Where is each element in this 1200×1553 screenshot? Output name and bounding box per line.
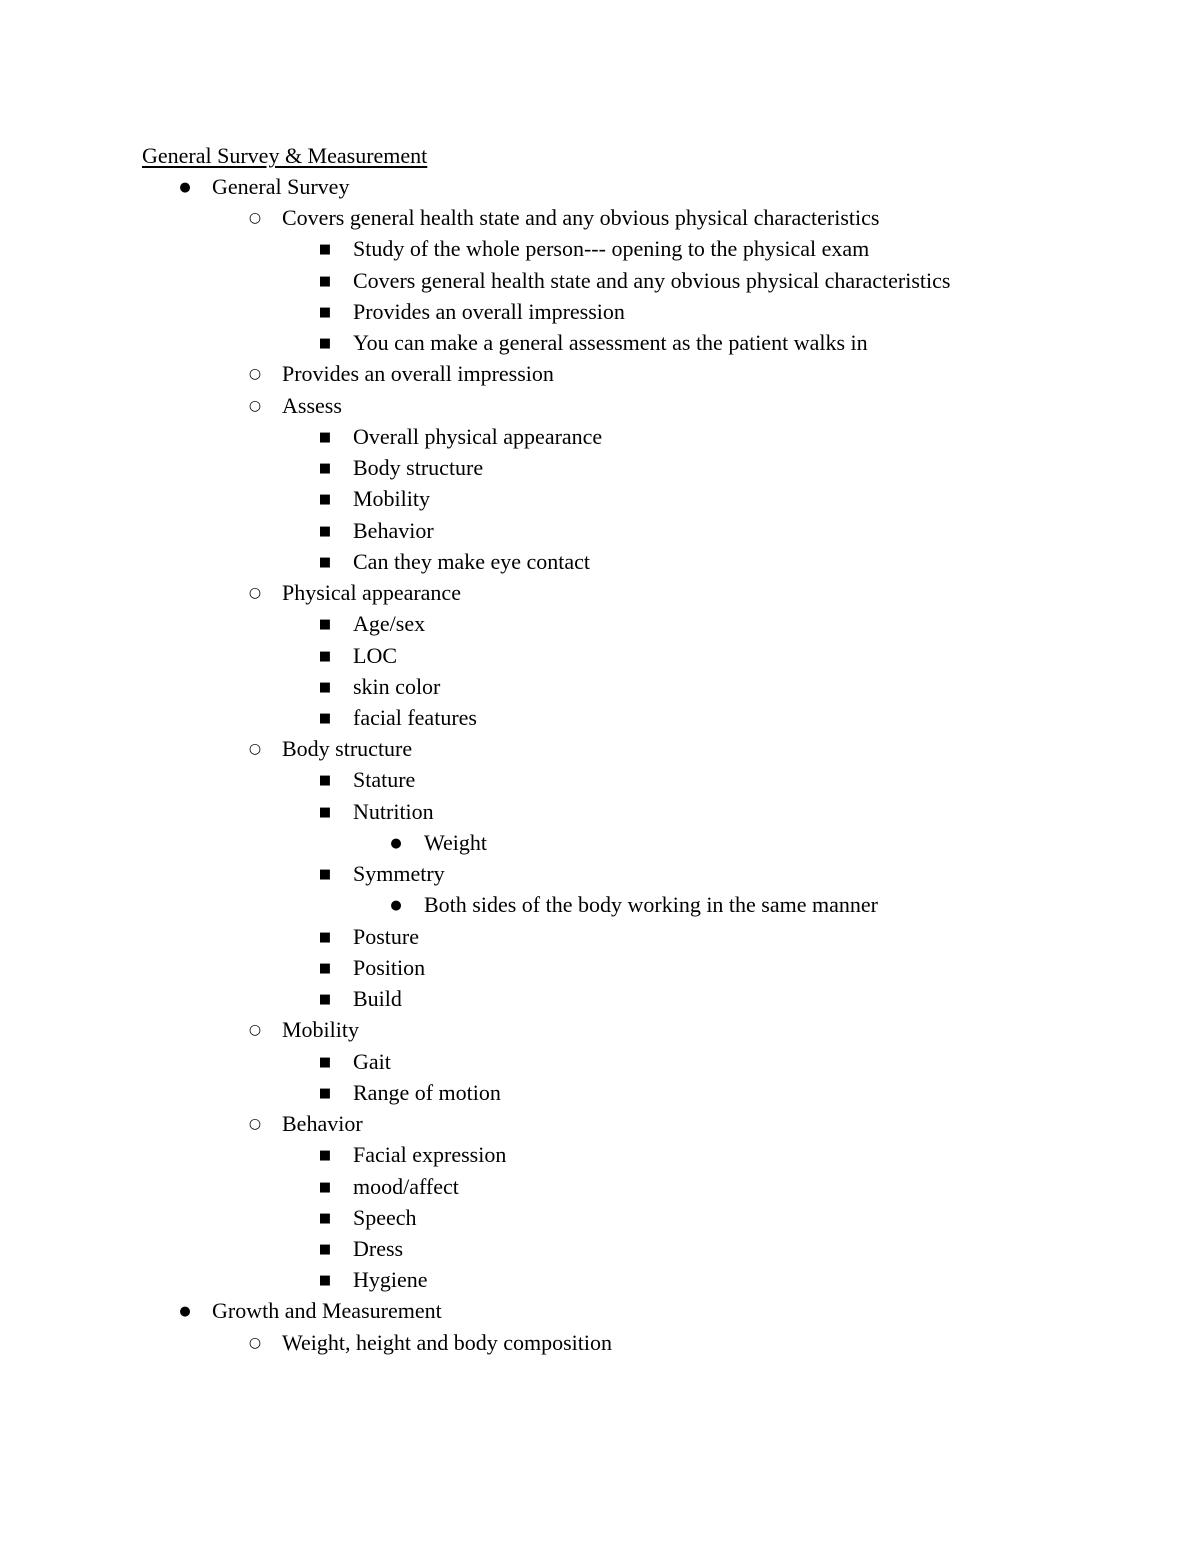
square-bullet-icon [315,236,335,263]
list-item-text: Can they make eye contact [353,548,591,574]
list-item [0,549,1200,580]
circle-bullet-icon [245,205,265,231]
square-bullet-icon [315,518,335,545]
list-item-text: Speech [353,1204,417,1230]
list-item [0,455,1200,486]
list-item [0,643,1200,674]
square-bullet-icon [315,330,335,357]
list-item-text: You can make a general assessment as the patient walks in [353,330,868,356]
list-item [0,518,1200,549]
square-bullet-icon [315,1080,335,1107]
list-item [0,830,1200,861]
list-item [0,1142,1200,1173]
square-bullet-icon [315,268,335,295]
list-item-text: Assess [282,392,342,418]
list-item-text: Build [353,986,402,1012]
list-item [0,1330,1200,1361]
disc-bullet-icon [175,1298,195,1325]
square-bullet-icon [315,1174,335,1201]
list-item-text: Mobility [282,1017,360,1043]
list-item [0,361,1200,392]
list-item [0,424,1200,455]
list-item-text: Behavior [282,1111,363,1137]
square-bullet-icon [315,767,335,794]
list-item [0,1049,1200,1080]
list-item [0,986,1200,1017]
list-item [0,1236,1200,1267]
bullet-outline [0,174,1200,1361]
list-item [0,736,1200,767]
list-item [0,1080,1200,1111]
list-item-text: Nutrition [353,798,434,824]
square-bullet-icon [315,955,335,982]
list-item-text: Range of motion [353,1079,501,1105]
list-item [0,1017,1200,1048]
list-item [0,205,1200,236]
list-item-text: Physical appearance [282,580,461,606]
square-bullet-icon [315,549,335,576]
list-item [0,393,1200,424]
list-item [0,674,1200,705]
square-bullet-icon [315,424,335,451]
list-item-text: Symmetry [353,861,445,887]
circle-bullet-icon [245,1111,265,1137]
list-item-text: Hygiene [353,1267,428,1293]
list-item [0,892,1200,923]
list-item-text: General Survey [212,174,350,199]
list-item-text: Study of the whole person--- opening to the physical exam [353,236,870,262]
list-item-text: Growth and Measurement [212,1298,442,1324]
list-item [0,1267,1200,1298]
circle-bullet-icon [245,1017,265,1043]
page-title: General Survey & Measurement [142,143,428,168]
square-bullet-icon [315,1236,335,1263]
list-item-text: Dress [353,1235,404,1261]
list-item-text: Covers general health state and any obvious physical characteristics [282,205,880,231]
list-item-text: Age/sex [353,611,426,637]
circle-bullet-icon [245,580,265,606]
list-item-text: Position [353,954,426,980]
list-item [0,611,1200,642]
list-item-text: facial features [353,704,477,730]
list-item [0,580,1200,611]
list-item-text: Body structure [353,455,484,481]
square-bullet-icon [315,986,335,1013]
list-item-text: LOC [353,642,397,668]
list-item-text: Provides an overall impression [353,298,625,324]
circle-bullet-icon [245,736,265,762]
list-item-text: Behavior [353,517,434,543]
list-item [0,174,1200,205]
list-item-text: Weight, height and body composition [282,1329,613,1355]
list-item [0,299,1200,330]
list-item-text: Gait [353,1048,391,1074]
square-bullet-icon [315,455,335,482]
list-item [0,861,1200,892]
circle-bullet-icon [245,361,265,387]
list-item-text: mood/affect [353,1173,459,1199]
list-item [0,799,1200,830]
list-item [0,705,1200,736]
list-item-text: Both sides of the body working in the same manner [424,892,878,918]
square-bullet-icon [315,1142,335,1169]
square-bullet-icon [315,611,335,638]
disc-bullet-icon [386,892,406,919]
list-item [0,330,1200,361]
list-item [0,268,1200,299]
square-bullet-icon [315,924,335,951]
circle-bullet-icon [245,393,265,419]
square-bullet-icon [315,299,335,326]
list-item-text: Overall physical appearance [353,423,603,449]
square-bullet-icon [315,1049,335,1076]
square-bullet-icon [315,1267,335,1294]
list-item [0,486,1200,517]
list-item-text: Weight [424,829,487,855]
square-bullet-icon [315,861,335,888]
list-item-text: Body structure [282,736,413,762]
list-item [0,1298,1200,1329]
list-item-text: Provides an overall impression [282,361,554,387]
disc-bullet-icon [386,830,406,857]
list-item [0,924,1200,955]
square-bullet-icon [315,799,335,826]
list-item [0,1174,1200,1205]
list-item [0,1111,1200,1142]
list-item-text: Covers general health state and any obvious physical characteristics [353,267,951,293]
square-bullet-icon [315,674,335,701]
list-item [0,955,1200,986]
list-item [0,1205,1200,1236]
list-item-text: skin color [353,673,441,699]
square-bullet-icon [315,705,335,732]
square-bullet-icon [315,1205,335,1232]
square-bullet-icon [315,643,335,670]
list-item-text: Facial expression [353,1142,507,1168]
square-bullet-icon [315,486,335,513]
list-item-text: Mobility [353,486,431,512]
list-item [0,236,1200,267]
disc-bullet-icon [175,174,195,201]
circle-bullet-icon [245,1330,265,1356]
list-item-text: Stature [353,767,416,793]
list-item-text: Posture [353,923,419,949]
list-item [0,767,1200,798]
